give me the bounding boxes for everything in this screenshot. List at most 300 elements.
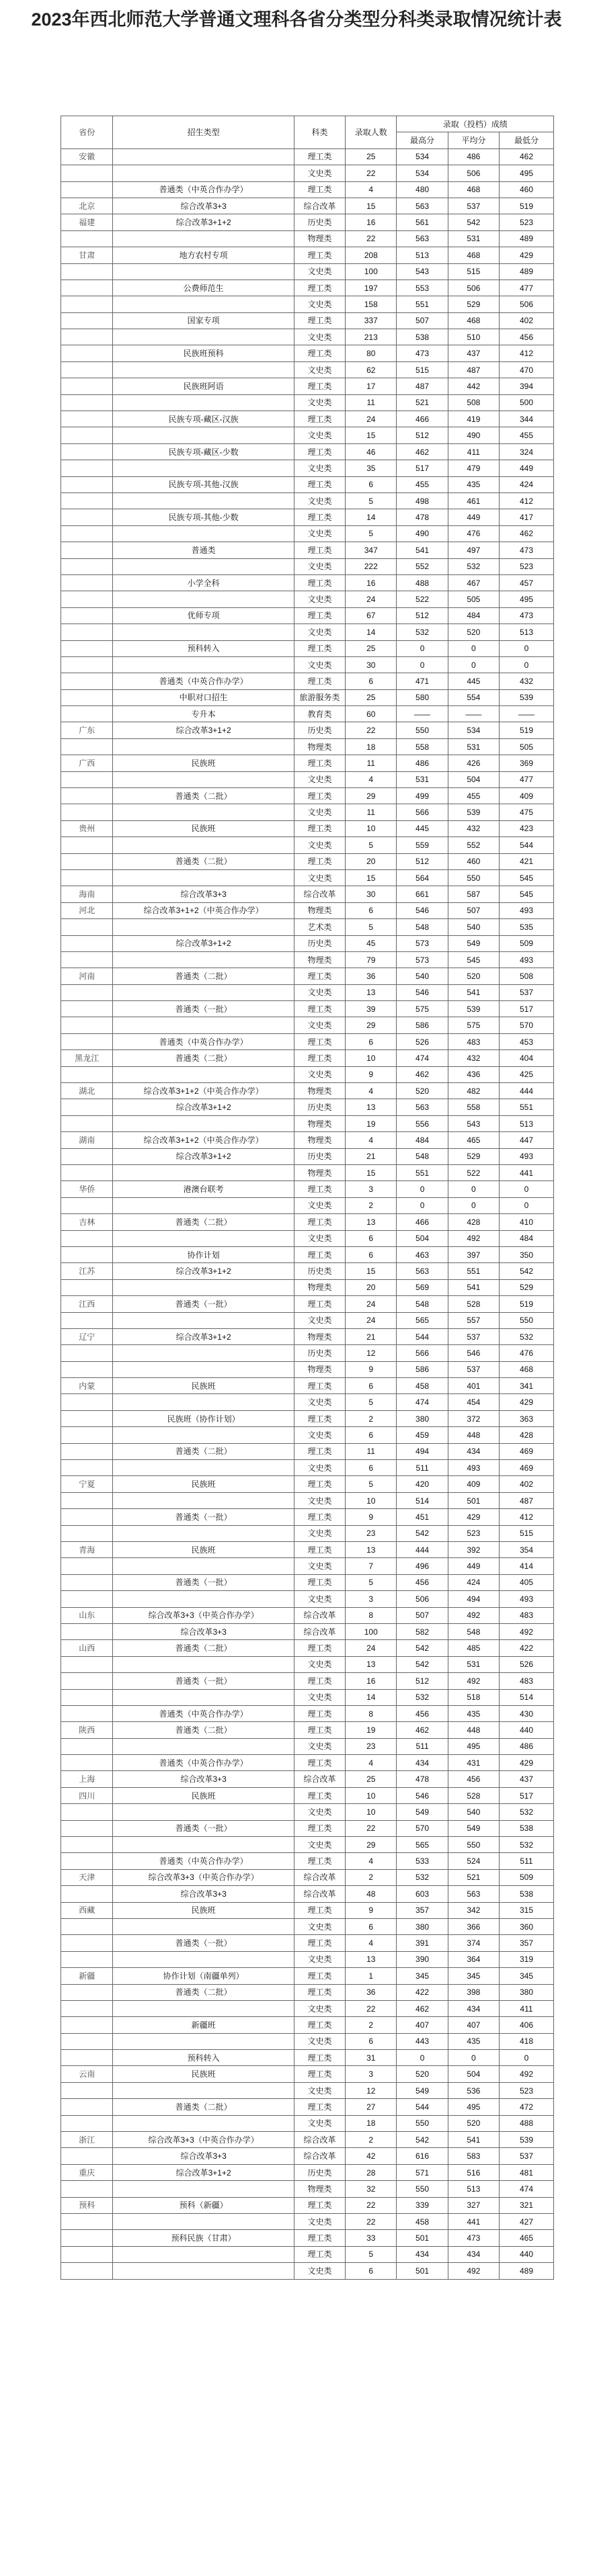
- cell-count: 8: [346, 1705, 397, 1721]
- cell-count: 2: [346, 2132, 397, 2148]
- cell-province: [61, 1738, 113, 1754]
- cell-min: 500: [500, 394, 554, 411]
- cell-type: 普通类（一批）: [113, 1296, 294, 1312]
- cell-subject: 物理类: [294, 1361, 345, 1377]
- header-subject: 科类: [294, 116, 345, 149]
- cell-avg: 529: [448, 296, 499, 312]
- cell-subject: 理工类: [294, 1968, 345, 1984]
- cell-min: 402: [500, 312, 554, 329]
- cell-subject: 理工类: [294, 607, 345, 624]
- cell-max: 390: [397, 1951, 448, 1967]
- cell-max: 512: [397, 427, 448, 443]
- cell-count: 13: [346, 1099, 397, 1115]
- cell-min: 526: [500, 1656, 554, 1672]
- cell-province: 河南: [61, 968, 113, 984]
- cell-avg: 461: [448, 492, 499, 509]
- cell-province: 山东: [61, 1607, 113, 1623]
- cell-min: 523: [500, 2082, 554, 2098]
- cell-subject: 文史类: [294, 1312, 345, 1328]
- cell-type: 综合改革3+3（中英合作办学）: [113, 1869, 294, 1885]
- cell-max: 564: [397, 869, 448, 886]
- cell-type: [113, 2033, 294, 2049]
- cell-province: [61, 1755, 113, 1771]
- cell-avg: 455: [448, 788, 499, 804]
- cell-count: 21: [346, 1148, 397, 1164]
- cell-min: 0: [500, 1181, 554, 1197]
- cell-type: 民族班: [113, 755, 294, 771]
- cell-max: 462: [397, 1722, 448, 1738]
- cell-subject: 物理类: [294, 902, 345, 918]
- table-row: [61, 1804, 554, 1820]
- cell-avg: 528: [448, 1787, 499, 1803]
- cell-count: 10: [346, 820, 397, 836]
- cell-avg: 436: [448, 1066, 499, 1082]
- cell-type: 综合改革3+3（中英合作办学）: [113, 2132, 294, 2148]
- cell-type: 普通类（二批）: [113, 1443, 294, 1459]
- cell-province: [61, 1574, 113, 1590]
- cell-avg: 522: [448, 1165, 499, 1181]
- cell-subject: 理工类: [294, 312, 345, 329]
- cell-subject: 物理类: [294, 1115, 345, 1131]
- cell-subject: 文史类: [294, 984, 345, 1000]
- cell-subject: 理工类: [294, 1214, 345, 1230]
- cell-type: 综合改革3+1+2（中英合作办学）: [113, 1083, 294, 1099]
- cell-count: 10: [346, 1787, 397, 1803]
- cell-province: [61, 624, 113, 640]
- cell-max: 462: [397, 443, 448, 460]
- cell-min: 551: [500, 1099, 554, 1115]
- table-row: [61, 492, 554, 509]
- table-row: [61, 902, 554, 918]
- table-row: [61, 361, 554, 378]
- cell-count: 6: [346, 1033, 397, 1049]
- table-row: [61, 443, 554, 460]
- cell-max: 380: [397, 1410, 448, 1426]
- cell-avg: 456: [448, 1771, 499, 1787]
- cell-min: 425: [500, 1066, 554, 1082]
- cell-type: 民族班（协作计划）: [113, 1410, 294, 1426]
- cell-max: 550: [397, 2115, 448, 2131]
- cell-type: [113, 148, 294, 165]
- cell-subject: 理工类: [294, 2050, 345, 2066]
- cell-count: 16: [346, 574, 397, 591]
- cell-max: 520: [397, 1083, 448, 1099]
- cell-subject: 文史类: [294, 771, 345, 787]
- cell-subject: 文史类: [294, 460, 345, 476]
- cell-min: 406: [500, 2017, 554, 2033]
- table-row: [61, 345, 554, 361]
- cell-avg: 548: [448, 1623, 499, 1639]
- cell-avg: 426: [448, 755, 499, 771]
- cell-count: 17: [346, 378, 397, 394]
- cell-max: 473: [397, 345, 448, 361]
- cell-avg: 442: [448, 378, 499, 394]
- cell-min: 412: [500, 492, 554, 509]
- table-row: [61, 280, 554, 296]
- cell-type: 中职对口招生: [113, 689, 294, 705]
- cell-subject: 理工类: [294, 853, 345, 869]
- cell-min: 0: [500, 1197, 554, 1213]
- cell-subject: 理工类: [294, 1935, 345, 1951]
- cell-province: [61, 689, 113, 705]
- cell-type: [113, 1918, 294, 1934]
- cell-province: 广西: [61, 755, 113, 771]
- cell-min: 538: [500, 1886, 554, 1902]
- table-row: [61, 181, 554, 198]
- cell-subject: 理工类: [294, 1787, 345, 1803]
- cell-type: 民族班: [113, 1787, 294, 1803]
- cell-count: 12: [346, 2082, 397, 2098]
- cell-province: [61, 788, 113, 804]
- table-row: [61, 788, 554, 804]
- cell-type: [113, 1492, 294, 1508]
- cell-type: [113, 230, 294, 247]
- cell-subject: 理工类: [294, 1902, 345, 1918]
- cell-type: 民族班: [113, 1378, 294, 1394]
- cell-avg: 518: [448, 1689, 499, 1705]
- cell-count: 29: [346, 788, 397, 804]
- table-row: [61, 1558, 554, 1574]
- cell-avg: 364: [448, 1951, 499, 1967]
- table-row: [61, 2033, 554, 2049]
- table-row: [61, 1771, 554, 1787]
- cell-max: 501: [397, 2263, 448, 2279]
- cell-type: [113, 2000, 294, 2016]
- cell-min: 449: [500, 460, 554, 476]
- cell-count: 10: [346, 1050, 397, 1066]
- cell-subject: 物理类: [294, 1083, 345, 1099]
- table-row: [61, 1378, 554, 1394]
- cell-province: 福建: [61, 214, 113, 230]
- cell-count: 5: [346, 1394, 397, 1410]
- cell-province: 浙江: [61, 2132, 113, 2148]
- cell-min: 475: [500, 804, 554, 820]
- cell-max: 339: [397, 2197, 448, 2213]
- cell-avg: 435: [448, 476, 499, 492]
- cell-min: 432: [500, 673, 554, 689]
- cell-province: 辽宁: [61, 1328, 113, 1344]
- cell-min: 517: [500, 1001, 554, 1017]
- cell-min: 539: [500, 2132, 554, 2148]
- cell-subject: 综合改革: [294, 2132, 345, 2148]
- cell-province: 重庆: [61, 2164, 113, 2180]
- cell-province: [61, 312, 113, 329]
- cell-max: 546: [397, 902, 448, 918]
- cell-count: 24: [346, 411, 397, 427]
- cell-avg: 431: [448, 1755, 499, 1771]
- cell-count: 5: [346, 525, 397, 542]
- cell-count: 21: [346, 1328, 397, 1344]
- cell-province: [61, 1345, 113, 1361]
- header-count: 录取人数: [346, 116, 397, 149]
- cell-min: 483: [500, 1607, 554, 1623]
- cell-type: [113, 1656, 294, 1672]
- table-row: [61, 1328, 554, 1344]
- cell-province: [61, 1115, 113, 1131]
- cell-subject: 文史类: [294, 1017, 345, 1033]
- cell-max: 357: [397, 1902, 448, 1918]
- cell-province: [61, 1951, 113, 1967]
- cell-subject: 文史类: [294, 2263, 345, 2279]
- cell-type: 综合改革3+3: [113, 1886, 294, 1902]
- cell-subject: 历史类: [294, 1099, 345, 1115]
- cell-province: [61, 1427, 113, 1443]
- cell-min: 506: [500, 296, 554, 312]
- cell-max: 391: [397, 1935, 448, 1951]
- cell-avg: 504: [448, 2066, 499, 2082]
- cell-max: 546: [397, 1787, 448, 1803]
- cell-max: 532: [397, 1869, 448, 1885]
- cell-max: 462: [397, 1066, 448, 1082]
- cell-min: 411: [500, 2000, 554, 2016]
- cell-avg: 434: [448, 2000, 499, 2016]
- cell-type: [113, 394, 294, 411]
- table-row: [61, 1541, 554, 1557]
- cell-avg: 434: [448, 2246, 499, 2262]
- cell-avg: 372: [448, 1410, 499, 1426]
- table-row: [61, 886, 554, 902]
- table-row: [61, 1099, 554, 1115]
- cell-min: 0: [500, 2050, 554, 2066]
- cell-type: 普通类（中英合作办学）: [113, 1705, 294, 1721]
- header-province: 省份: [61, 116, 113, 149]
- table-row: [61, 1279, 554, 1295]
- cell-avg: 467: [448, 574, 499, 591]
- header-avg: 平均分: [448, 132, 499, 148]
- table-row: [61, 1001, 554, 1017]
- table-row: [61, 1689, 554, 1705]
- cell-min: 468: [500, 1361, 554, 1377]
- cell-count: 4: [346, 1935, 397, 1951]
- table-row: [61, 148, 554, 165]
- cell-province: [61, 2148, 113, 2164]
- cell-count: 9: [346, 1509, 397, 1525]
- cell-min: 409: [500, 788, 554, 804]
- cell-count: 30: [346, 886, 397, 902]
- table-row: [61, 2197, 554, 2213]
- cell-min: 542: [500, 1263, 554, 1279]
- cell-count: 42: [346, 2148, 397, 2164]
- cell-count: 100: [346, 1623, 397, 1639]
- cell-max: 561: [397, 214, 448, 230]
- cell-subject: 文史类: [294, 165, 345, 181]
- cell-type: 综合改革3+1+2（中英合作办学）: [113, 1132, 294, 1148]
- cell-subject: 理工类: [294, 2099, 345, 2115]
- cell-count: 6: [346, 673, 397, 689]
- cell-subject: 理工类: [294, 411, 345, 427]
- cell-count: 11: [346, 755, 397, 771]
- cell-avg: 537: [448, 198, 499, 214]
- cell-min: 315: [500, 1902, 554, 1918]
- cell-max: 565: [397, 1837, 448, 1853]
- cell-subject: 旅游服务类: [294, 689, 345, 705]
- table-row: [61, 2050, 554, 2066]
- cell-count: 22: [346, 165, 397, 181]
- cell-min: 539: [500, 689, 554, 705]
- cell-min: 495: [500, 165, 554, 181]
- cell-max: 532: [397, 1689, 448, 1705]
- cell-max: 458: [397, 1378, 448, 1394]
- cell-province: 贵州: [61, 820, 113, 836]
- cell-max: 504: [397, 1230, 448, 1246]
- cell-min: 429: [500, 247, 554, 263]
- cell-avg: 445: [448, 673, 499, 689]
- cell-max: 434: [397, 1755, 448, 1771]
- cell-province: [61, 1312, 113, 1328]
- table-row: [61, 2246, 554, 2262]
- cell-avg: 407: [448, 2017, 499, 2033]
- cell-avg: 495: [448, 1738, 499, 1754]
- cell-province: [61, 1804, 113, 1820]
- table-row: [61, 165, 554, 181]
- cell-province: [61, 1525, 113, 1541]
- cell-province: 陕西: [61, 1722, 113, 1738]
- cell-count: 16: [346, 1673, 397, 1689]
- cell-min: 509: [500, 935, 554, 951]
- cell-type: 普通类（二批）: [113, 1050, 294, 1066]
- cell-max: 661: [397, 886, 448, 902]
- cell-min: 532: [500, 1328, 554, 1344]
- table-row: [61, 689, 554, 705]
- cell-count: 22: [346, 2000, 397, 2016]
- cell-avg: 539: [448, 804, 499, 820]
- cell-avg: 473: [448, 2230, 499, 2246]
- cell-avg: 468: [448, 247, 499, 263]
- cell-type: 民族班: [113, 1476, 294, 1492]
- cell-avg: 435: [448, 2033, 499, 2049]
- cell-province: [61, 411, 113, 427]
- cell-subject: 文史类: [294, 558, 345, 574]
- cell-min: 481: [500, 2164, 554, 2180]
- table-row: [61, 706, 554, 722]
- table-row: [61, 591, 554, 607]
- table-row: [61, 2148, 554, 2164]
- cell-province: 北京: [61, 198, 113, 214]
- cell-avg: 542: [448, 214, 499, 230]
- cell-min: 430: [500, 1705, 554, 1721]
- cell-avg: 374: [448, 1935, 499, 1951]
- cell-type: [113, 1165, 294, 1181]
- cell-subject: 理工类: [294, 509, 345, 525]
- cell-avg: 0: [448, 1197, 499, 1213]
- cell-type: [113, 460, 294, 476]
- cell-subject: 历史类: [294, 2164, 345, 2180]
- cell-avg: 541: [448, 1279, 499, 1295]
- cell-subject: 历史类: [294, 1148, 345, 1164]
- cell-count: 6: [346, 902, 397, 918]
- cell-type: [113, 738, 294, 755]
- cell-province: [61, 1591, 113, 1607]
- cell-subject: 文史类: [294, 1230, 345, 1246]
- cell-avg: 587: [448, 886, 499, 902]
- cell-province: [61, 673, 113, 689]
- cell-count: 22: [346, 722, 397, 738]
- cell-type: 协作计划: [113, 1246, 294, 1262]
- cell-min: 532: [500, 1837, 554, 1853]
- cell-avg: 392: [448, 1541, 499, 1557]
- cell-max: 553: [397, 280, 448, 296]
- cell-avg: 492: [448, 2263, 499, 2279]
- cell-max: 494: [397, 1443, 448, 1459]
- cell-avg: 476: [448, 525, 499, 542]
- cell-count: 15: [346, 869, 397, 886]
- cell-count: 213: [346, 329, 397, 345]
- cell-count: 1: [346, 1968, 397, 1984]
- cell-subject: 文史类: [294, 1738, 345, 1754]
- cell-min: 484: [500, 1230, 554, 1246]
- cell-max: 533: [397, 1853, 448, 1869]
- cell-avg: 448: [448, 1427, 499, 1443]
- cell-count: 20: [346, 1279, 397, 1295]
- cell-min: 465: [500, 2230, 554, 2246]
- cell-province: [61, 591, 113, 607]
- cell-type: [113, 1361, 294, 1377]
- table-row: [61, 951, 554, 968]
- cell-type: 普通类（一批）: [113, 1574, 294, 1590]
- cell-type: 综合改革3+3: [113, 1623, 294, 1639]
- table-row: [61, 673, 554, 689]
- cell-count: 28: [346, 2164, 397, 2180]
- cell-min: 380: [500, 1984, 554, 2000]
- cell-min: 462: [500, 525, 554, 542]
- cell-type: 普通类（二批）: [113, 1722, 294, 1738]
- cell-count: 23: [346, 1738, 397, 1754]
- cell-province: [61, 1689, 113, 1705]
- cell-province: 山西: [61, 1640, 113, 1656]
- cell-min: 505: [500, 738, 554, 755]
- cell-max: 571: [397, 2164, 448, 2180]
- cell-count: 9: [346, 1902, 397, 1918]
- cell-avg: 506: [448, 165, 499, 181]
- cell-avg: 0: [448, 2050, 499, 2066]
- cell-max: 534: [397, 148, 448, 165]
- cell-count: 13: [346, 1214, 397, 1230]
- cell-max: 566: [397, 1345, 448, 1361]
- cell-subject: 文史类: [294, 1427, 345, 1443]
- cell-count: 5: [346, 919, 397, 935]
- cell-subject: 理工类: [294, 1181, 345, 1197]
- table-row: [61, 1427, 554, 1443]
- cell-count: 14: [346, 509, 397, 525]
- cell-max: 522: [397, 591, 448, 607]
- cell-province: [61, 1279, 113, 1295]
- cell-count: 39: [346, 1001, 397, 1017]
- cell-province: [61, 1099, 113, 1115]
- cell-province: [61, 296, 113, 312]
- cell-subject: 综合改革: [294, 886, 345, 902]
- cell-province: 河北: [61, 902, 113, 918]
- cell-min: 473: [500, 542, 554, 558]
- cell-avg: 520: [448, 968, 499, 984]
- table-row: [61, 2214, 554, 2230]
- table-row: [61, 1443, 554, 1459]
- cell-province: [61, 1509, 113, 1525]
- table-row: [61, 1410, 554, 1426]
- cell-subject: 物理类: [294, 951, 345, 968]
- cell-type: [113, 2181, 294, 2197]
- cell-province: 吉林: [61, 1214, 113, 1230]
- cell-subject: 理工类: [294, 1001, 345, 1017]
- table-row: [61, 1312, 554, 1328]
- cell-count: 4: [346, 1853, 397, 1869]
- cell-min: 354: [500, 1541, 554, 1557]
- cell-max: 451: [397, 1509, 448, 1525]
- cell-avg: 497: [448, 542, 499, 558]
- cell-subject: 艺术类: [294, 919, 345, 935]
- cell-subject: 文史类: [294, 1460, 345, 1476]
- cell-province: [61, 1623, 113, 1639]
- table-row: [61, 1296, 554, 1312]
